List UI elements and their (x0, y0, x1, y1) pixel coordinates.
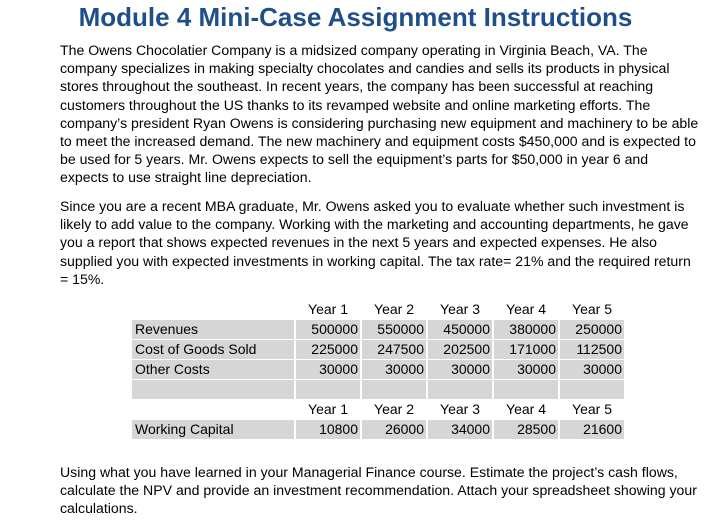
year-header: Year 5 (559, 300, 624, 320)
table-header-row (132, 400, 624, 420)
table-corner-cell (132, 300, 295, 320)
table-cell: 112500 (559, 340, 624, 360)
table-cell: 30000 (493, 360, 559, 380)
row-label: Working Capital (132, 420, 295, 440)
table-row (132, 420, 624, 440)
table-cell: 34000 (427, 420, 493, 440)
year-header: Year 3 (427, 400, 493, 420)
blank-cell (132, 380, 295, 400)
task-paragraph: Using what you have learned in your Managerial Finance course. Estimate the project’s cash flows, calculate the NPV and provide an investment recommendation. Attach your spreadsheet showing your calculations. (60, 464, 697, 517)
table-cell: 380000 (493, 320, 559, 340)
year-header: Year 2 (361, 300, 427, 320)
blank-cell (361, 380, 427, 400)
year-header: Year 1 (295, 300, 361, 320)
evaluation-paragraph: Since you are a recent MBA graduate, Mr. Owens asked you to evaluate whether such investment is likely to add value to the company. Working with the marketing and accounting departments, he gave you a report that shows expected revenues in the next 5 years and expected expenses. He also supplied you with expected investments in working capital. The tax rate= 21% and the required return = 15%. (60, 198, 691, 287)
year-header: Year 3 (427, 300, 493, 320)
table-cell: 171000 (493, 340, 559, 360)
row-label: Cost of Goods Sold (132, 340, 295, 360)
table-cell: 550000 (361, 320, 427, 340)
table-row (132, 340, 624, 360)
table-cell: 30000 (361, 360, 427, 380)
table-cell: 30000 (559, 360, 624, 380)
row-label: Other Costs (132, 360, 295, 380)
table-cell: 500000 (295, 320, 361, 340)
revenue-expense-table (132, 300, 624, 399)
blank-cell (427, 380, 493, 400)
intro-paragraph: The Owens Chocolatier Company is a midsized company operating in Virginia Beach, VA. The company specializes in making specialty chocolates and candies and sells its products in physical stores throughout the southeast. In recent years, the company has been successful at reaching customers throughout the US thanks to its revamped website and online marketing efforts. The company’s president Ryan Owens is considering purchasing new equipment and machinery to be able to meet the increased demand. The new machinery and equipment costs $450,000 and is expected to be used for 5 years. Mr. Owens expects to sell the equipment’s parts for $50,000 in year 6 and expects to use straight line depreciation. (60, 42, 699, 186)
table-cell: 225000 (295, 340, 361, 360)
table-cell: 250000 (559, 320, 624, 340)
table-blank-row (132, 380, 624, 400)
table-cell: 450000 (427, 320, 493, 340)
blank-cell (295, 380, 361, 400)
blank-cell (493, 380, 559, 400)
table-row (132, 360, 624, 380)
blank-cell (559, 380, 624, 400)
table-cell: 202500 (427, 340, 493, 360)
year-header: Year 5 (559, 400, 624, 420)
table-cell: 30000 (427, 360, 493, 380)
year-header: Year 4 (493, 400, 559, 420)
year-header: Year 1 (295, 400, 361, 420)
table-cell: 247500 (361, 340, 427, 360)
table-cell: 10800 (295, 420, 361, 440)
table-header-row (132, 300, 624, 320)
page-title: Module 4 Mini-Case Assignment Instructions (78, 2, 633, 32)
table-cell: 30000 (295, 360, 361, 380)
table-cell: 21600 (559, 420, 624, 440)
table-cell: 28500 (493, 420, 559, 440)
table-row (132, 320, 624, 340)
working-capital-table (132, 400, 624, 439)
table-cell: 26000 (361, 420, 427, 440)
year-header: Year 2 (361, 400, 427, 420)
table-corner-cell (132, 400, 295, 420)
row-label: Revenues (132, 320, 295, 340)
year-header: Year 4 (493, 300, 559, 320)
